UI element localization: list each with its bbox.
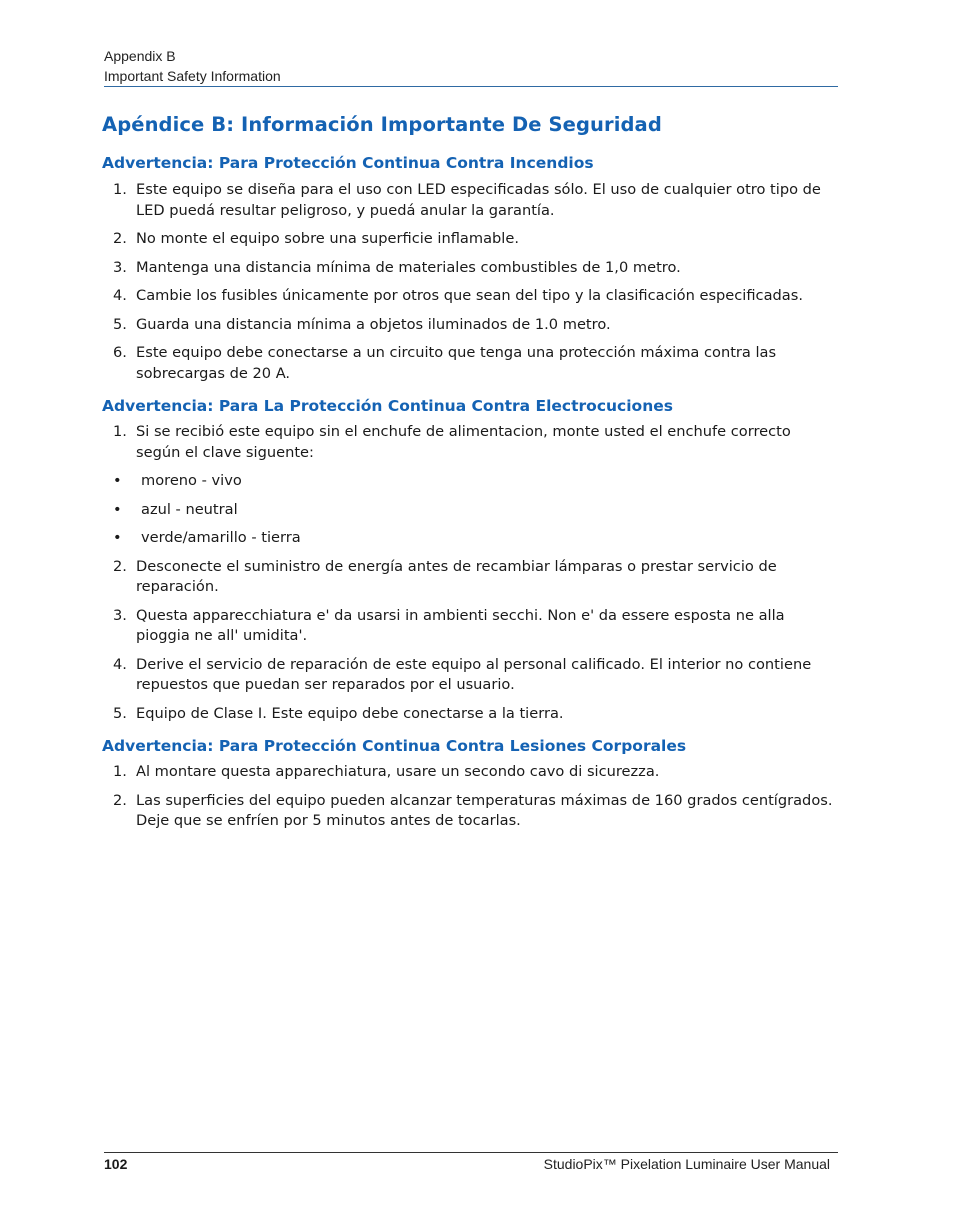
list-item [102, 557, 838, 598]
list-item [102, 286, 838, 307]
list-item-text: Mantenga una distancia mínima de materiales combustibles de 1,0 metro. [136, 258, 681, 276]
bullet-item-text: azul - neutral [141, 500, 238, 518]
list-item [102, 315, 838, 336]
manual-title: StudioPix™ Pixelation Luminaire User Manual [543, 1156, 830, 1172]
section-heading-electrocution: Advertencia: Para La Protección Continua Contra Electrocuciones [102, 397, 673, 415]
page-content [102, 112, 838, 832]
list-item-text: Derive el servicio de reparación de este equipo al personal calificado. El interior no contiene repuestos que puedan ser reparados por el usuario. [136, 655, 812, 693]
page-title: Apéndice B: Información Importante De Seguridad [102, 113, 662, 136]
list-item-text: Si se recibió este equipo sin el enchufe de alimentacion, monte usted el enchufe correcto según el clave siguente: [136, 423, 791, 461]
list-marker: 4. [113, 655, 127, 673]
bullet-item [102, 471, 838, 492]
list-item-text: Guarda una distancia mínima a objetos iluminados de 1.0 metro. [136, 315, 611, 333]
list-item [102, 229, 838, 250]
list-item-text: Questa apparecchiatura e' da usarsi in ambienti secchi. Non e' da essere esposta ne alla pioggia ne all' umidita'. [136, 606, 785, 644]
list-item [102, 704, 838, 725]
list-marker: 1. [113, 423, 127, 440]
list-item [102, 343, 838, 384]
list-item-text: Desconecte el suministro de energía antes de recambiar lámparas o prestar servicio de reparación. [136, 557, 777, 595]
section-heading-injury: Advertencia: Para Protección Continua Contra Lesiones Corporales [102, 737, 687, 755]
list-item-text: No monte el equipo sobre una superficie inflamable. [136, 230, 519, 247]
bullet-marker: • [113, 472, 122, 489]
list-item-text: Al montare questa apparechiatura, usare un secondo cavo di sicurezza. [136, 763, 660, 780]
list-item-text: Este equipo se diseña para el uso con LED especificadas sólo. El uso de cualquier otro tipo de LED puedá resultar peligroso, y puedá anular la garantía. [136, 181, 821, 219]
bullet-marker: • [113, 529, 122, 546]
list-item [102, 655, 838, 696]
list-item-text: Este equipo debe conectarse a un circuito que tenga una protección máxima contra las sobrecargas de 20 A. [136, 344, 777, 382]
header-section-title: Important Safety Information [104, 68, 281, 84]
list-marker: 6. [113, 344, 127, 361]
bullet-marker: • [113, 500, 122, 518]
list-marker: 5. [113, 704, 127, 722]
bullet-item [102, 528, 838, 549]
header-rule [104, 86, 838, 87]
list-marker: 3. [113, 606, 127, 624]
list-item [102, 258, 838, 279]
list-item [102, 422, 838, 463]
list-marker: 1. [113, 181, 127, 198]
list-marker: 1. [113, 763, 127, 780]
list-marker: 2. [113, 557, 127, 575]
list-marker: 2. [113, 791, 127, 809]
list-item [102, 791, 838, 832]
bullet-item [102, 500, 838, 521]
page-number: 102 [104, 1156, 128, 1172]
bullet-item-text: verde/amarillo - tierra [141, 529, 301, 546]
list-marker: 5. [113, 315, 127, 333]
list-item [102, 606, 838, 647]
list-marker: 4. [113, 287, 127, 304]
list-item-text: Las superficies del equipo pueden alcanzar temperaturas máximas de 160 grados centígrados. Deje que se enfríen por 5 minutos antes de tocarlas. [136, 791, 833, 829]
section-heading-fire: Advertencia: Para Protección Continua Contra Incendios [102, 154, 594, 172]
bullet-item-text: moreno - vivo [141, 472, 242, 489]
list-item-text: Cambie los fusibles únicamente por otros que sean del tipo y la clasificación especificadas. [136, 287, 803, 304]
footer-rule [104, 1152, 838, 1153]
list-item [102, 180, 838, 221]
list-marker: 2. [113, 230, 127, 247]
list-marker: 3. [113, 258, 127, 276]
list-item-text: Equipo de Clase I. Este equipo debe conectarse a la tierra. [136, 704, 564, 722]
list-item [102, 762, 838, 783]
header-section-label: Appendix B [104, 48, 176, 64]
page-header [104, 46, 838, 86]
